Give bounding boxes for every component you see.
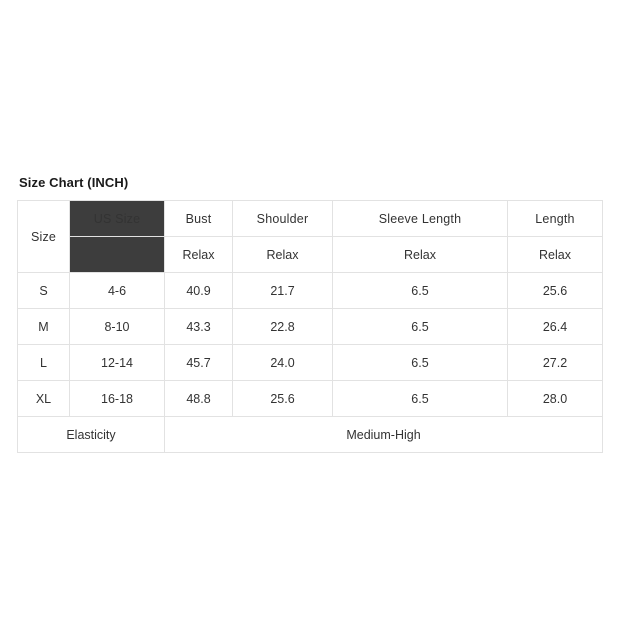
cell-shoulder: 21.7	[233, 273, 333, 309]
subheader-us-size	[70, 237, 165, 273]
cell-us-size: 4-6	[70, 273, 165, 309]
cell-length: 25.6	[508, 273, 603, 309]
cell-shoulder: 24.0	[233, 345, 333, 381]
header-row-secondary	[18, 237, 603, 273]
page-title: Size Chart (INCH)	[19, 175, 129, 190]
cell-sleeve-length: 6.5	[333, 309, 508, 345]
subheader-shoulder: Relax	[233, 237, 333, 273]
header-size: Size	[18, 201, 70, 273]
subheader-length: Relax	[508, 237, 603, 273]
cell-length: 28.0	[508, 381, 603, 417]
cell-length: 26.4	[508, 309, 603, 345]
header-us-size: US Size	[70, 201, 165, 237]
cell-shoulder: 22.8	[233, 309, 333, 345]
footer-elasticity-value: Medium-High	[165, 417, 603, 453]
table-header	[18, 201, 603, 273]
cell-sleeve-length: 6.5	[333, 345, 508, 381]
cell-shoulder: 25.6	[233, 381, 333, 417]
cell-size: S	[18, 273, 70, 309]
subheader-bust: Relax	[165, 237, 233, 273]
cell-sleeve-length: 6.5	[333, 381, 508, 417]
header-length: Length	[508, 201, 603, 237]
header-row-primary	[18, 201, 603, 237]
cell-size: XL	[18, 381, 70, 417]
cell-size: L	[18, 345, 70, 381]
header-shoulder: Shoulder	[233, 201, 333, 237]
header-bust: Bust	[165, 201, 233, 237]
cell-bust: 40.9	[165, 273, 233, 309]
cell-bust: 43.3	[165, 309, 233, 345]
size-chart-container	[17, 175, 602, 453]
table-footer-row	[18, 417, 603, 453]
cell-bust: 45.7	[165, 345, 233, 381]
table-row	[18, 309, 603, 345]
cell-bust: 48.8	[165, 381, 233, 417]
cell-us-size: 8-10	[70, 309, 165, 345]
cell-us-size: 12-14	[70, 345, 165, 381]
table-row	[18, 381, 603, 417]
cell-size: M	[18, 309, 70, 345]
subheader-sleeve-length: Relax	[333, 237, 508, 273]
cell-us-size: 16-18	[70, 381, 165, 417]
cell-sleeve-length: 6.5	[333, 273, 508, 309]
size-chart-table	[17, 200, 603, 453]
table-body	[18, 273, 603, 453]
table-row	[18, 273, 603, 309]
footer-elasticity-label: Elasticity	[18, 417, 165, 453]
table-row	[18, 345, 603, 381]
cell-length: 27.2	[508, 345, 603, 381]
header-sleeve-length: Sleeve Length	[333, 201, 508, 237]
